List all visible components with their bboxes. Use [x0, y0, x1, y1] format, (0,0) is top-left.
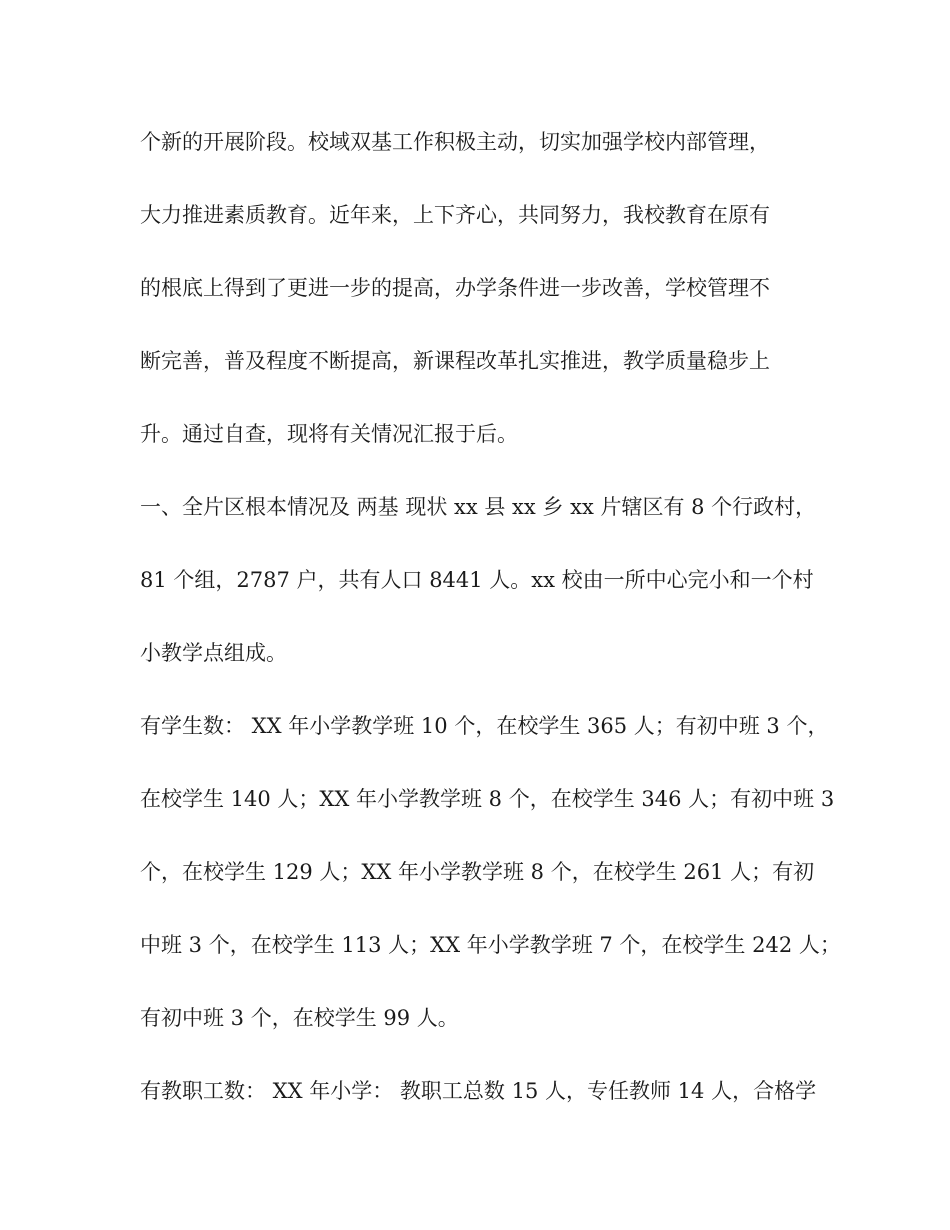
text-line: 个，在校学生 129 人；XX 年小学教学班 8 个，在校学生 261 人；有初 [140, 860, 815, 884]
text-line: 有学生数： XX 年小学教学班 10 个，在校学生 365 人；有初中班 3 个， [140, 714, 829, 738]
section-heading-line: 一、全片区根本情况及 两基 现状 xx 县 xx 乡 xx 片辖区有 8 个行政村， [140, 495, 817, 519]
text-line: 中班 3 个，在校学生 113 人；XX 年小学教学班 7 个，在校学生 242 人； [140, 933, 841, 957]
text-line: 有初中班 3 个，在校学生 99 人。 [140, 1006, 459, 1030]
text-line: 的根底上得到了更进一步的提高，办学条件进一步改善，学校管理不 [140, 276, 770, 300]
text-line: 在校学生 140 人；XX 年小学教学班 8 个，在校学生 346 人；有初中班 3 [140, 787, 835, 811]
text-line: 断完善，普及程度不断提高，新课程改革扎实推进，教学质量稳步上 [140, 349, 770, 373]
text-line: 有教职工数： XX 年小学： 教职工总数 15 人，专任教师 14 人，合格学 [140, 1079, 817, 1103]
text-line: 小教学点组成。 [140, 641, 287, 665]
text-line: 大力推进素质教育。近年来，上下齐心，共同努力，我校教育在原有 [140, 203, 770, 227]
text-line: 81 个组，2787 户，共有人口 8441 人。xx 校由一所中心完小和一个村 [140, 568, 814, 592]
text-line: 升。通过自查，现将有关情况汇报于后。 [140, 422, 518, 446]
body-text [140, 122, 841, 1144]
text-line: 个新的开展阶段。校域双基工作积极主动，切实加强学校内部管理， [140, 130, 770, 154]
